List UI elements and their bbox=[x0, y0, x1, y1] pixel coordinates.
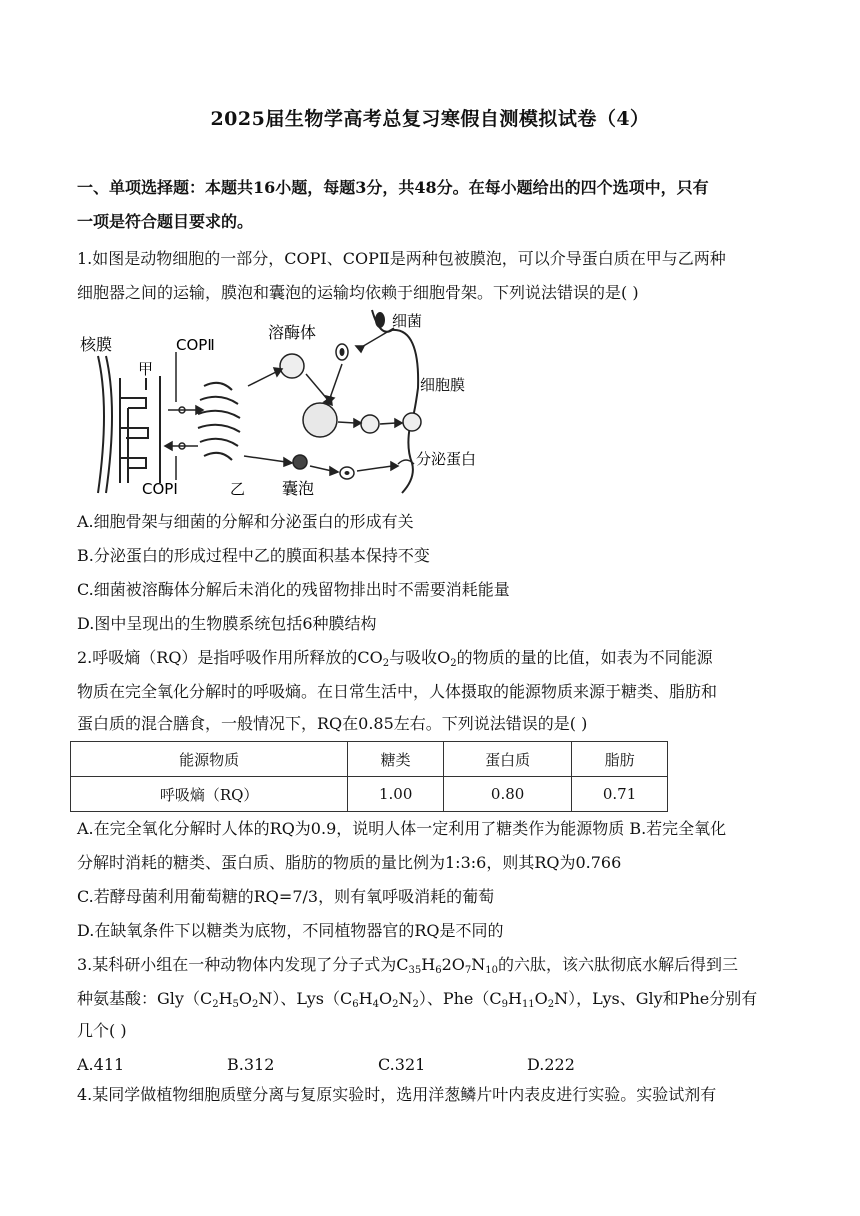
vesicle-shape bbox=[293, 455, 307, 469]
q1-option-d: D.图中呈现出的生物膜系统包括6种膜结构 bbox=[77, 614, 377, 633]
q3-stem-line1: 3.某科研小组在一种动物体内发现了分子式为$C_{35}H_62O_7N_{10}$的六肽，该六肽彻底水解后得到三 bbox=[77, 955, 738, 976]
q3-option-a: A.411 bbox=[77, 1055, 125, 1074]
q1-option-a: A.细胞骨架与细菌的分解和分泌蛋白的形成有关 bbox=[77, 512, 414, 531]
label-copii: COPⅡ bbox=[176, 336, 215, 354]
q3-stem-line2: 种氨基酸：$Gly(C_2H_5O_2N)$、$Lys(C_6H_4O_2N_2)$、$Phe(C_9H_{11}O_2N)$，Lys、Gly和Phe分别有 bbox=[77, 989, 758, 1010]
section-heading-line1: 一、单项选择题：本题共16小题，每题3分，共48分。在每小题给出的四个选项中，只有 bbox=[77, 178, 709, 197]
q3-stem-line3: 几个( ) bbox=[77, 1021, 127, 1040]
label-jia: 甲 bbox=[138, 360, 154, 378]
q3-option-d: D.222 bbox=[527, 1055, 575, 1074]
label-lysosome: 溶酶体 bbox=[268, 323, 317, 342]
q1-option-b: B.分泌蛋白的形成过程中乙的膜面积基本保持不变 bbox=[77, 546, 430, 565]
label-cell-membrane: 细胞膜 bbox=[420, 376, 466, 394]
table-header-cell: 脂肪 bbox=[572, 742, 668, 777]
q2-option-c: C.若酵母菌利用葡萄糖的RQ=7/3，则有氧呼吸消耗的葡萄 bbox=[77, 887, 495, 906]
table-row bbox=[71, 777, 668, 812]
label-secretory-protein: 分泌蛋白 bbox=[416, 450, 477, 468]
table-header-cell: 糖类 bbox=[348, 742, 444, 777]
table-header-cell: 蛋白质 bbox=[444, 742, 572, 777]
q2-stem-line1: 2.呼吸熵（RQ）是指呼吸作用所释放的$CO_2$与吸收$O_2$的物质的量的比值，如表为不同能源 bbox=[77, 648, 713, 669]
q1-stem-line1: 1.如图是动物细胞的一部分，COPI、COPⅡ是两种包被膜泡，可以介导蛋白质在甲与乙两种 bbox=[77, 249, 726, 268]
table-cell: 0.71 bbox=[572, 777, 668, 812]
table-cell: 呼吸熵（RQ） bbox=[71, 777, 348, 812]
q2-stem-line3: 蛋白质的混合膳食，一般情况下，RQ在0.85左右。下列说法错误的是( ) bbox=[77, 714, 588, 733]
label-yi: 乙 bbox=[230, 480, 246, 498]
nuclear-membrane-shape bbox=[98, 356, 112, 493]
lysosome-shape bbox=[280, 354, 304, 378]
label-copi: COPⅠ bbox=[142, 480, 178, 498]
label-vesicle: 囊泡 bbox=[282, 479, 315, 498]
q2-option-ab-line2: 分解时消耗的糖类、蛋白质、脂肪的物质的量比例为1:3:6，则其RQ为0.766 bbox=[77, 853, 622, 872]
q1-stem-line2: 细胞器之间的运输，膜泡和囊泡的运输均依赖于细胞骨架。下列说法错误的是( ) bbox=[77, 283, 639, 302]
q2-option-d: D.在缺氧条件下以糖类为底物，不同植物器官的RQ是不同的 bbox=[77, 921, 504, 940]
q1-option-c: C.细菌被溶酶体分解后未消化的残留物排出时不需要消耗能量 bbox=[77, 580, 510, 599]
q4-stem-line1: 4.某同学做植物细胞质壁分离与复原实验时，选用洋葱鳞片叶内表皮进行实验。实验试剂有 bbox=[77, 1085, 717, 1104]
label-nuclear-membrane: 核膜 bbox=[80, 335, 113, 354]
table-cell: 1.00 bbox=[348, 777, 444, 812]
er-jia-shape bbox=[120, 376, 160, 483]
table-header-cell: 能源物质 bbox=[71, 742, 348, 777]
label-bacteria: 细菌 bbox=[392, 312, 423, 330]
table-cell: 0.80 bbox=[444, 777, 572, 812]
q3-option-c: C.321 bbox=[378, 1055, 426, 1074]
q3-options bbox=[77, 1048, 785, 1082]
q3-option-b: B.312 bbox=[227, 1055, 275, 1074]
golgi-yi-shape bbox=[198, 383, 240, 460]
q1-cell-diagram bbox=[80, 308, 500, 500]
table-header-row bbox=[71, 742, 668, 777]
q2-stem-line2: 物质在完全氧化分解时的呼吸熵。在日常生活中，人体摄取的能源物质来源于糖类、脂肪和 bbox=[77, 682, 718, 701]
phagolysosome-shape bbox=[303, 403, 337, 437]
section-heading-line2: 一项是符合题目要求的。 bbox=[77, 212, 254, 231]
q2-option-ab-line1: A.在完全氧化分解时人体的RQ为0.9，说明人体一定利用了糖类作为能源物质 B.若完全氧化 bbox=[77, 819, 727, 838]
rq-table bbox=[70, 741, 668, 812]
page-title: 2025届生物学高考总复习寒假自测模拟试卷（4） bbox=[210, 108, 650, 130]
